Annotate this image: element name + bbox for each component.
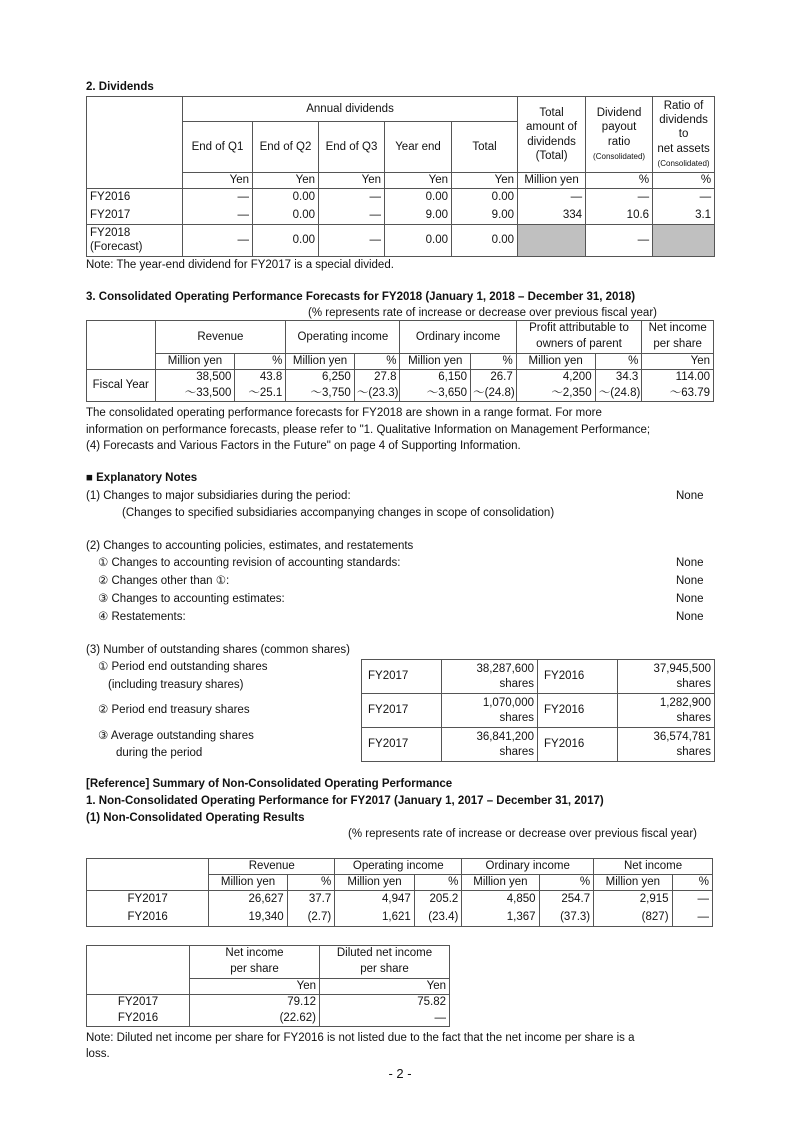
note-item-1-sub: (Changes to specified subsidiaries accompanying changes in scope of consolidation) [122,507,555,519]
table-row [87,386,714,402]
shares-value: 38,287,600 shares [442,660,538,694]
table-row [87,225,715,257]
unit: Yen [183,173,253,189]
cell: 9.00 [452,207,518,225]
table-row [87,891,713,909]
cell: 6,250 [286,370,355,386]
nonconsolidated-table [86,858,713,927]
cell: 79.12 [190,995,320,1011]
year-label: FY2016 [538,694,618,728]
note-item-2-sub: ① Changes to accounting revision of accounting standards: [98,557,401,569]
forecast-title: 3. Consolidated Operating Performance Forecasts for FY2018 (January 1, 2018 – December 31, 2018) [86,291,636,303]
q3-header: End of Q3 [319,122,385,173]
cell: — [586,189,653,207]
unit: Million yen [286,354,355,370]
total-amount-header: Total amount of dividends (Total) [518,97,586,173]
unit: Million yen [518,173,586,189]
cell: 27.8 [354,370,400,386]
group-header: Revenue [209,859,335,875]
cell: — [672,909,712,927]
q2-header: End of Q2 [253,122,319,173]
page-number: - 2 - [388,1066,412,1081]
cell: 205.2 [414,891,462,909]
cell: ～2,350 [516,386,595,402]
table-row [87,909,713,927]
dividends-note: Note: The year-end dividend for FY2017 is a special divided. [86,259,394,271]
shares-label: ② Period end treasury shares [98,704,250,716]
group-header: Operating income [335,859,462,875]
year-label: FY2017 [362,694,442,728]
cell: ～(24.8) [595,386,642,402]
note-item-2-sub-value: None [676,611,704,623]
unit: % [414,875,462,891]
cell: 0.00 [452,189,518,207]
table-row [87,995,450,1011]
shares-value: 1,070,000 shares [442,694,538,728]
note-item-2-sub-value: None [676,593,704,605]
shares-label: ① Period end outstanding shares [98,661,268,673]
cell: ～33,500 [155,386,235,402]
unit: Yen [319,173,385,189]
explanatory-notes-title: ■ Explanatory Notes [86,472,198,484]
row-label: Fiscal Year [87,370,156,402]
row-label: FY2016 [87,1011,190,1027]
group-header: Profit attributable to owners of parent [516,321,642,354]
cell: — [320,1011,450,1027]
unit: % [354,354,400,370]
shares-label-2: (including treasury shares) [108,679,244,691]
eps-note-line: loss. [86,1048,110,1060]
eps-note-line: Note: Diluted net income per share for FY2016 is not listed due to the fact that the net income per share is a [86,1032,635,1044]
shares-value: 37,945,500 shares [618,660,715,694]
cell: (22.62) [190,1011,320,1027]
row-label: FY2016 [87,189,183,207]
table-row [362,728,715,762]
cell: 1,367 [462,909,539,927]
annual-dividends-header: Annual dividends [183,97,518,122]
unit: % [672,875,712,891]
note-item-2-sub-value: None [676,575,704,587]
table-row [87,189,715,207]
unit: % [586,173,653,189]
forecast-subtitle: (% represents rate of increase or decrease over previous fiscal year) [308,307,657,319]
group-header: Revenue [155,321,286,354]
total-header: Total [452,122,518,173]
shares-label: ③ Average outstanding shares [98,730,254,742]
reference-subtitle: 1. Non-Consolidated Operating Performance for FY2017 (January 1, 2017 – December 31, 2017) [86,795,604,807]
cell: 37.7 [287,891,335,909]
dividends-table [86,96,715,257]
nonconsolidated-corner [87,859,209,891]
unit: % [287,875,335,891]
cell: 334 [518,207,586,225]
reference-pct-note: (% represents rate of increase or decrease over previous fiscal year) [348,828,697,840]
forecast-note-line: information on performance forecasts, please refer to "1. Qualitative Information on Management Performance; [86,424,651,436]
unit: % [653,173,715,189]
dividends-title: 2. Dividends [86,81,154,93]
group-header: Net income per share [642,321,714,354]
forecast-table [86,320,714,402]
year-label: FY2017 [362,728,442,762]
table-row [87,207,715,225]
cell: ～25.1 [235,386,286,402]
note-item-2-sub: ④ Restatements: [98,611,186,623]
cell: 3.1 [653,207,715,225]
reference-title: [Reference] Summary of Non-Consolidated Operating Performance [86,778,453,790]
eps-table [86,945,450,1027]
cell: 114.00 [642,370,714,386]
year-label: FY2016 [538,660,618,694]
year-label: FY2016 [538,728,618,762]
cell: 6,150 [400,370,471,386]
unit: % [595,354,642,370]
unit: Million yen [516,354,595,370]
cell: 43.8 [235,370,286,386]
cell: — [319,225,385,257]
unit: Yen [320,979,450,995]
unit: Million yen [155,354,235,370]
note-item-2-sub: ③ Changes to accounting estimates: [98,593,285,605]
unit: % [235,354,286,370]
cell: 0.00 [253,207,319,225]
unit: Yen [385,173,452,189]
group-header: Operating income [286,321,400,354]
cell: 254.7 [539,891,594,909]
unit: Million yen [400,354,471,370]
shaded-cell [653,225,715,257]
cell: — [672,891,712,909]
shares-table [361,659,715,762]
note-item-2-sub-value: None [676,557,704,569]
cell: 0.00 [253,189,319,207]
unit: Million yen [462,875,539,891]
cell: (2.7) [287,909,335,927]
group-header: Ordinary income [462,859,594,875]
note-item-1: (1) Changes to major subsidiaries during the period: [86,490,351,502]
q1-header: End of Q1 [183,122,253,173]
eps-corner [87,946,190,995]
cell: 75.82 [320,995,450,1011]
group-header: Ordinary income [400,321,516,354]
cell: ～3,750 [286,386,355,402]
year-end-header: Year end [385,122,452,173]
note-item-3: (3) Number of outstanding shares (common shares) [86,644,350,656]
cell: 0.00 [385,189,452,207]
table-row [87,1011,450,1027]
shares-value: 36,841,200 shares [442,728,538,762]
cell: — [183,207,253,225]
ratio-net-assets-header: Ratio of dividends to net assets (Consolidated) [653,97,715,173]
shares-label-2: during the period [116,747,203,759]
table-row [362,694,715,728]
cell: — [319,189,385,207]
cell: 9.00 [385,207,452,225]
note-item-2: (2) Changes to accounting policies, estimates, and restatements [86,540,414,552]
cell: — [319,207,385,225]
cell: 26.7 [471,370,517,386]
row-label: FY2017 [87,995,190,1011]
forecast-note-line: The consolidated operating performance forecasts for FY2018 are shown in a range format. For more [86,407,602,419]
unit: Yen [642,354,714,370]
unit: Yen [253,173,319,189]
note-item-1-value: None [676,490,704,502]
row-label: FY2016 [87,909,209,927]
cell: 38,500 [155,370,235,386]
cell: 2,915 [594,891,672,909]
cell: — [183,189,253,207]
payout-ratio-header: Dividend payout ratio (Consolidated) [586,97,653,173]
unit: % [471,354,517,370]
cell: 0.00 [452,225,518,257]
dividends-corner [87,97,183,189]
unit: Million yen [594,875,672,891]
shares-value: 1,282,900 shares [618,694,715,728]
year-label: FY2017 [362,660,442,694]
cell: 4,947 [335,891,415,909]
note-item-2-sub: ② Changes other than ①: [98,575,230,587]
cell: ～(24.8) [471,386,517,402]
cell: 4,850 [462,891,539,909]
row-label: FY2017 [87,207,183,225]
diluted-eps-header: Diluted net income per share [320,946,450,979]
cell: ～63.79 [642,386,714,402]
shares-value: 36,574,781 shares [618,728,715,762]
row-label: FY2018 (Forecast) [87,225,183,257]
cell: 0.00 [385,225,452,257]
table-row [87,370,714,386]
cell: (37.3) [539,909,594,927]
unit: % [539,875,594,891]
eps-header: Net income per share [190,946,320,979]
cell: — [183,225,253,257]
group-header: Net income [594,859,713,875]
unit: Million yen [335,875,415,891]
cell: 19,340 [209,909,287,927]
cell: 1,621 [335,909,415,927]
cell: 10.6 [586,207,653,225]
reference-subtitle: (1) Non-Consolidated Operating Results [86,812,305,824]
cell: 34.3 [595,370,642,386]
table-row [362,660,715,694]
forecast-corner [87,321,156,370]
unit: Million yen [209,875,287,891]
cell: — [653,189,715,207]
forecast-note-line: (4) Forecasts and Various Factors in the Future" on page 4 of Supporting Information. [86,440,521,452]
cell: 0.00 [253,225,319,257]
row-label: FY2017 [87,891,209,909]
cell: 4,200 [516,370,595,386]
cell: ～3,650 [400,386,471,402]
cell: — [518,189,586,207]
unit: Yen [190,979,320,995]
cell: (827) [594,909,672,927]
unit: Yen [452,173,518,189]
cell: (23.4) [414,909,462,927]
cell: ～(23.3) [354,386,400,402]
shaded-cell [518,225,586,257]
cell: 26,627 [209,891,287,909]
cell: — [586,225,653,257]
